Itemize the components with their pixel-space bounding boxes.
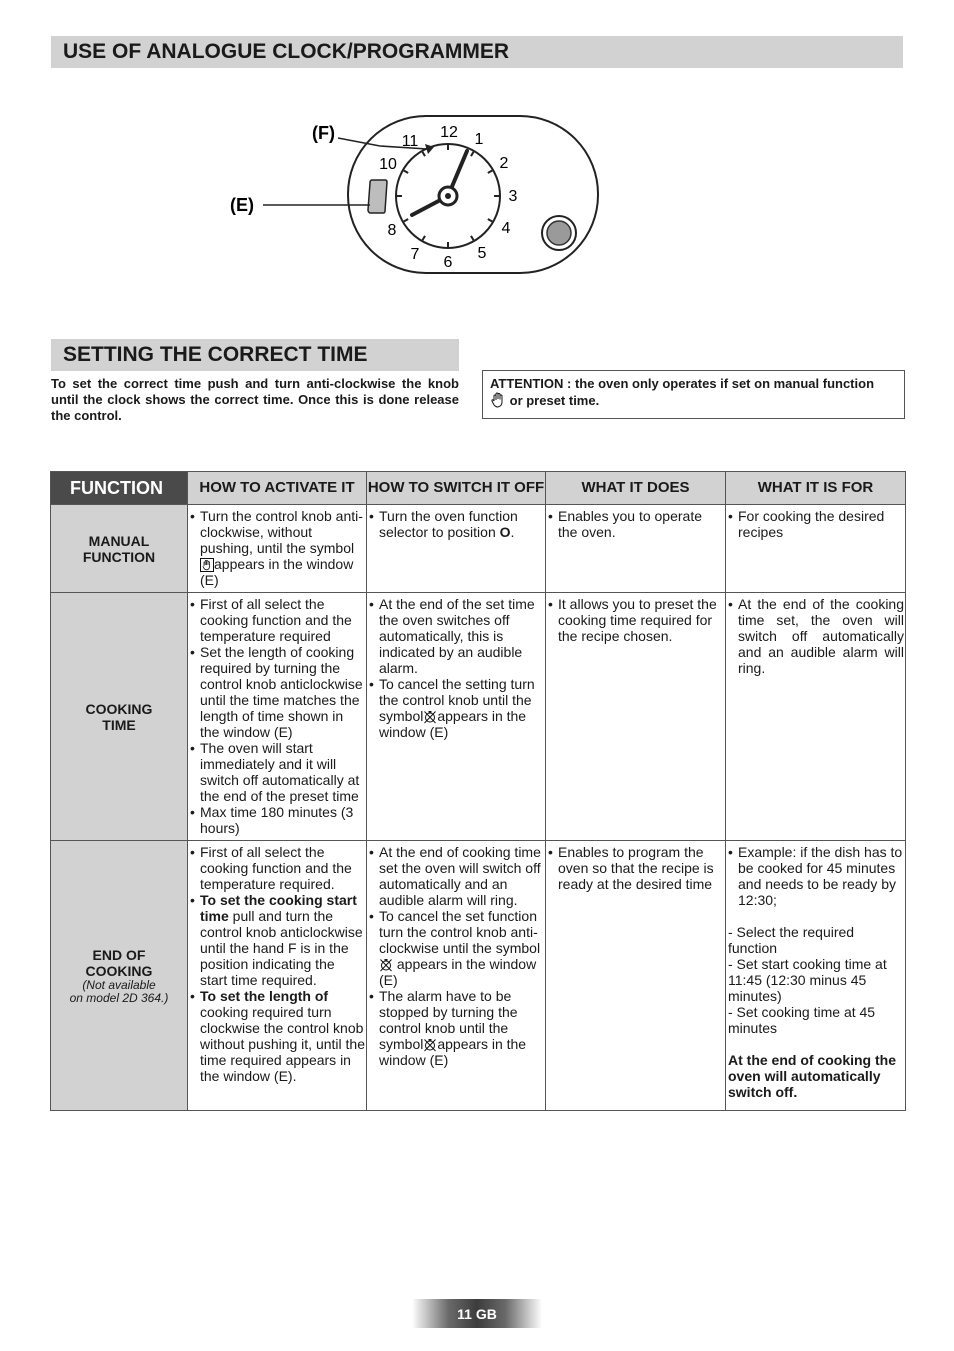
section-title-clock (51, 36, 903, 68)
cell-activate-end (188, 841, 367, 1111)
table-header-row (51, 472, 906, 505)
dial-number-12: 12 (440, 124, 458, 141)
cell-text: Turn the control knob anti-clockwise, without pushing, until the symbol (200, 508, 363, 556)
timer-crossed-icon (379, 958, 393, 972)
cell-for-manual (726, 505, 906, 593)
list-item: • Enables you to operate the oven. (548, 508, 724, 540)
section-title-text: USE OF ANALOGUE CLOCK/PROGRAMMER (63, 40, 510, 63)
cell-activate-cooking (188, 593, 367, 841)
list-item: • At the end of the cooking time set, the oven will switch off automatically and an audible alarm will ring. (728, 596, 904, 676)
list-item (369, 908, 544, 988)
table-row (51, 841, 906, 1111)
clock-diagram (220, 108, 620, 283)
section-title-time (51, 339, 459, 371)
timer-crossed-icon (423, 1038, 437, 1052)
list-item: • Enables to program the oven so that the recipe is ready at the desired time (548, 844, 724, 892)
cell-text-bold: To set the length of (200, 988, 329, 1004)
page-number: 11 GB (412, 1299, 542, 1328)
list-item (369, 988, 544, 1068)
example-step: - Set cooking time at 45 minutes (728, 1004, 876, 1036)
dial-number-11: 11 (401, 133, 419, 150)
list-item: • At the end of the set time the oven switches off automatically, this is indicated by an audible alarm. (369, 596, 544, 676)
header-function: FUNCTION (51, 472, 188, 505)
timer-crossed-icon (423, 710, 437, 724)
table-row (51, 505, 906, 593)
example-step: - Set start cooking time at 11:45 (12:30 minus 45 minutes) (728, 956, 887, 1004)
cell-text: cooking required turn clockwise the control knob without pushing it, until the time required appears in the window (E). (200, 1004, 365, 1084)
cell-text: . (510, 524, 515, 540)
list-item: • First of all select the cooking function and the temperature required (190, 596, 365, 644)
control-knob-cap (547, 221, 571, 245)
dial-number-1: 1 (474, 131, 484, 148)
label-f: (F) (312, 123, 335, 143)
table-row (51, 593, 906, 841)
dial-number-2: 2 (499, 155, 509, 172)
attention-text: ATTENTION : the oven only operates if set on manual function (490, 376, 875, 391)
cell-text-bold: To set the cooking start time (200, 892, 357, 924)
cell-text: To cancel the set function turn the control knob anti-clockwise until the symbol (379, 908, 541, 956)
attention-box (482, 370, 905, 419)
function-name-line: FUNCTION (82, 548, 156, 565)
dial-number-4: 4 (501, 220, 511, 237)
cell-text: appears in the window (E) (200, 556, 354, 588)
dial-number-5: 5 (477, 245, 487, 262)
cell-activate-manual (188, 505, 367, 593)
cell-text: To cancel the setting turn the control knob until the symbol (379, 676, 535, 724)
cell-does-cooking (546, 593, 726, 841)
example-conclusion: At the end of cooking the oven will automatically switch off. (728, 1052, 896, 1100)
list-item: • The oven will start immediately and it will switch off automatically at the end of the preset time (190, 740, 365, 804)
manual-hand-icon (200, 558, 214, 572)
model-note: (Not available (82, 977, 156, 992)
time-setting-instructions: To set the correct time push and turn anti-clockwise the knob until the clock shows the correct time. Once this is done release the control. (51, 376, 459, 423)
list-item: • Example: if the dish has to be cooked for 45 minutes and needs to be ready by 12:30; (728, 844, 904, 908)
cell-text: appears in the window (E) (379, 956, 537, 988)
cell-switch-off-end (367, 841, 546, 1111)
list-item: • At the end of cooking time set the oven will switch off automatically and an audible alarm will ring. (369, 844, 544, 908)
header-activate: HOW TO ACTIVATE IT (188, 472, 367, 505)
functions-table (50, 471, 906, 1111)
cell-switch-off-manual (367, 505, 546, 593)
function-name-manual (51, 505, 188, 593)
function-name-cooking-time (51, 593, 188, 841)
cell-does-manual (546, 505, 726, 593)
dial-number-3: 3 (508, 188, 518, 205)
list-item (369, 508, 544, 540)
clock-hub-center (445, 193, 451, 199)
cell-switch-off-cooking (367, 593, 546, 841)
list-item: • First of all select the cooking function and the temperature required. (190, 844, 365, 892)
dial-number-6: 6 (443, 254, 453, 271)
cell-text: appears in the window (E) (379, 1036, 527, 1068)
function-name-line: TIME (102, 716, 136, 733)
list-item (190, 508, 365, 588)
function-name-line: END OF (92, 946, 146, 963)
function-name-end-of-cooking (51, 841, 188, 1111)
dial-number-10: 10 (379, 156, 397, 173)
list-item (190, 892, 365, 988)
section-title-text: SETTING THE CORRECT TIME (63, 343, 368, 366)
list-item: • For cooking the desired recipes (728, 508, 904, 540)
function-name-line: COOKING (85, 962, 153, 979)
example-step: - Select the required function (728, 924, 855, 956)
header-switch-off: HOW TO SWITCH IT OFF (367, 472, 546, 505)
cell-for-cooking (726, 593, 906, 841)
function-name-line: MANUAL (88, 532, 150, 549)
cell-for-end (726, 841, 906, 1111)
function-name-line: COOKING (85, 700, 153, 717)
cell-text: appears in the window (E) (379, 708, 527, 740)
header-what-it-does: WHAT IT DOES (546, 472, 726, 505)
window-e (368, 180, 387, 213)
label-e: (E) (230, 195, 254, 215)
cell-does-end (546, 841, 726, 1111)
list-item: • Max time 180 minutes (3 hours) (190, 804, 365, 836)
attention-text-2: or preset time. (509, 393, 600, 408)
cell-text: pull and turn the control knob anticlockwise until the hand F is in the position indicating the start time required. (200, 908, 363, 988)
list-item (369, 676, 544, 740)
cell-text: Turn the oven function selector to position (379, 508, 518, 540)
dial-number-8: 8 (387, 222, 397, 239)
model-note: on model 2D 364.) (69, 990, 169, 1005)
position-o-label: O (499, 524, 511, 540)
header-what-it-is-for: WHAT IT IS FOR (726, 472, 906, 505)
manual-hand-icon (490, 392, 506, 408)
list-item: • Set the length of cooking required by turning the control knob anticlockwise until the time matches the length of time shown in the window (E) (190, 644, 365, 740)
cell-text: The alarm have to be stopped by turning the control knob until the symbol (379, 988, 518, 1052)
dial-number-7: 7 (410, 246, 420, 263)
list-item (190, 988, 365, 1084)
list-item: • It allows you to preset the cooking time required for the recipe chosen. (548, 596, 724, 644)
